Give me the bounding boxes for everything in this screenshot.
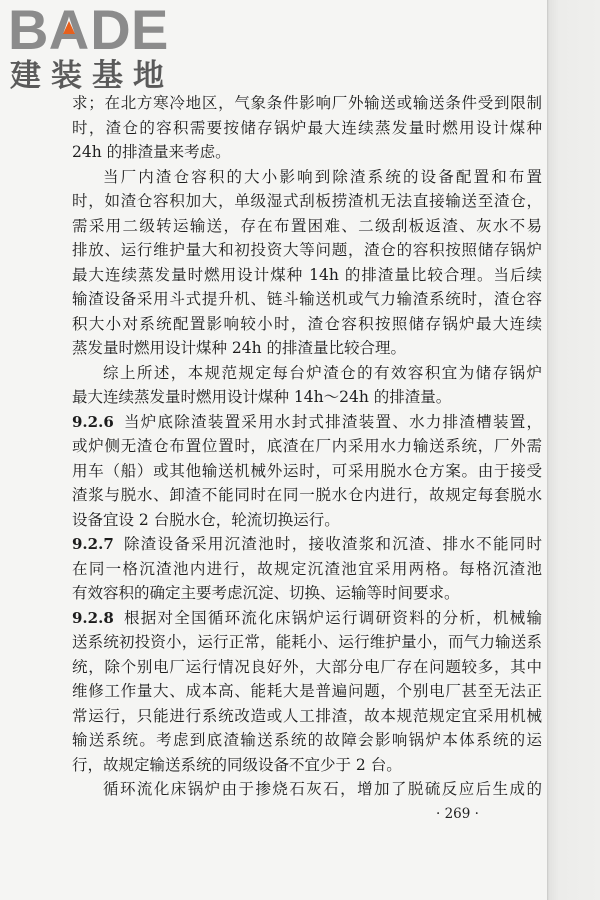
paragraph-summary — [72, 361, 542, 410]
text-line — [72, 532, 542, 557]
text-line: 时，渣仓的容积需要按储存锅炉最大连续蒸发量时燃用设计煤种 — [72, 118, 542, 137]
text-line: 设备宜设 2 台脱水仓，轮流切换运行。 — [72, 510, 340, 529]
text-line: 用车（船）或其他输送机械外运时，可采用脱水仓方案。由于接受 — [72, 461, 542, 480]
bade-logo — [8, 2, 180, 96]
text-line: 需采用二级转运输送，存在布置困难、二级刮板返渣、灰水不易 — [72, 216, 542, 235]
page-fold-edge — [547, 0, 600, 900]
text-line: 时，如渣仓容积加大，单级湿式刮板捞渣机无法直接输送至渣仓， — [72, 192, 542, 210]
clause-text: 根据对全国循环流化床锅炉运行调研资料的分析，机械输 — [124, 608, 542, 627]
clause-text: 当炉底除渣装置采用水封式排渣装置、水力排渣槽装置， — [124, 412, 542, 431]
text-line: 蒸发量时燃用设计煤种 24h 的排渣量比较合理。 — [72, 339, 407, 357]
logo-letter-a — [48, 0, 90, 61]
text-line: 最大连续蒸发量时燃用设计煤种 14h～24h 的排渣量。 — [72, 388, 452, 406]
text-line: 24h 的排渣量来考虑。 — [72, 143, 231, 161]
text-line: 渣浆与脱水、卸渣不能同时在同一脱水仓内进行，故规定每套脱水 — [72, 486, 542, 504]
text-line — [72, 410, 542, 435]
text-line: 最大连续蒸发量时燃用设计煤种 14h 的排渣量比较合理。当后续 — [72, 265, 542, 284]
text-line: 积大小对系统配置影响较小时，渣仓容积按照储存锅炉最大连续 — [72, 314, 542, 333]
paragraph-slag-bin-capacity — [72, 165, 542, 361]
text-line: 统，除个别电厂运行情况良好外，大部分电厂存在问题较多，其中 — [72, 657, 542, 676]
page-number: · 269 · — [436, 806, 479, 822]
logo-wordmark — [8, 0, 169, 61]
text-line: 常运行，只能进行系统改造或人工排渣，故本规范规定宜采用机械 — [72, 706, 542, 725]
text-line: 综上所述，本规范规定每台炉渣仓的有效容积宜为储存锅炉 — [103, 363, 542, 382]
clause-text: 除渣设备采用沉渣池时，接收渣浆和沉渣、排水不能同时 — [124, 535, 542, 553]
text-line: 或炉侧无渣仓布置位置时，底渣在厂内采用水力输送系统，厂外需 — [72, 437, 542, 455]
clause-9-2-6 — [72, 410, 542, 533]
clause-number: 9.2.8 — [72, 608, 114, 627]
text-line: 在同一格沉渣池内进行，故规定沉渣池宜采用两格。每格沉渣池 — [72, 559, 542, 578]
logo-subtitle: 建装基地 — [10, 58, 174, 94]
clause-9-2-8 — [72, 606, 542, 778]
paragraph-cfb-limestone — [72, 777, 542, 802]
logo-letter-e: E — [131, 0, 169, 61]
text-line: 当厂内渣仓容积的大小影响到除渣系统的设备配置和布置 — [103, 167, 542, 186]
text-line: 行，故规定输送系统的同级设备不宜少于 2 台。 — [72, 755, 402, 774]
logo-letter-d: D — [90, 0, 131, 61]
paragraph-continued — [72, 91, 542, 165]
text-line: 输渣设备采用斗式提升机、链斗输送机或气力输渣系统时，渣仓容 — [72, 290, 542, 308]
text-line: 输送系统。考虑到底渣输送系统的故障会影响锅炉本体系统的运 — [72, 731, 542, 749]
text-line: 求；在北方寒冷地区，气象条件影响厂外输送或输送条件受到限制 — [72, 94, 542, 112]
text-line: 排放、运行维护量大和初投资大等问题，渣仓的容积按照储存锅炉 — [72, 241, 542, 259]
clause-number: 9.2.6 — [72, 412, 114, 431]
clause-number: 9.2.7 — [72, 535, 114, 553]
logo-accent-triangle-icon — [63, 21, 75, 34]
body-text — [72, 91, 542, 802]
text-line — [72, 606, 542, 631]
logo-letter-b: B — [8, 0, 49, 61]
text-line: 送系统初投资小，运行正常，能耗小、运行维护量小，而气力输送系 — [72, 633, 542, 651]
text-line: 有效容积的确定主要考虑沉淀、切换、运输等时间要求。 — [72, 584, 460, 602]
logo-letter-a-glyph: A — [48, 0, 90, 61]
text-line: 循环流化床锅炉由于掺烧石灰石，增加了脱硫反应后生成的 — [103, 780, 542, 798]
clause-9-2-7 — [72, 532, 542, 606]
text-line: 维修工作量大、成本高、能耗大是普遍问题，个别电厂甚至无法正 — [72, 682, 542, 700]
